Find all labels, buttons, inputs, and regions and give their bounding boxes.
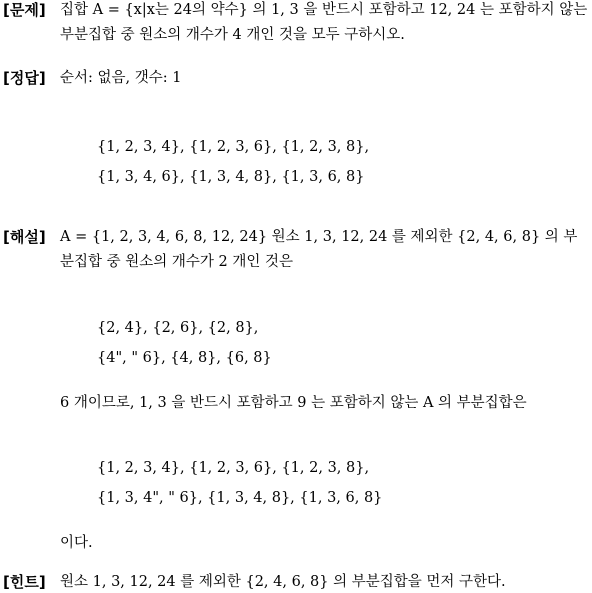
solution-pairs-line-1: {2, 4}, {2, 6}, {2, 8}, (97, 320, 259, 336)
hint-text: 원소 1, 3, 12, 24 를 제외한 {2, 4, 6, 8} 의 부분집합을 먼저 구한다. (60, 574, 506, 590)
solution-sets-line-2: {1, 3, 4", " 6}, {1, 3, 4, 8}, {1, 3, 6, 8} (97, 490, 383, 506)
solution-sets-line-1: {1, 2, 3, 4}, {1, 2, 3, 6}, {1, 2, 3, 8}, (97, 460, 370, 476)
answer-sets-line-1: {1, 2, 3, 4}, {1, 2, 3, 6}, {1, 2, 3, 8}, (97, 139, 370, 155)
answer-tag: [정답] (3, 69, 46, 87)
solution-pairs-line-2: {4", " 6}, {4, 8}, {6, 8} (97, 350, 272, 366)
solution-text-line-3: 6 개이므로, 1, 3 을 반드시 포함하고 9 는 포함하지 않는 A 의 부분집합은 (60, 395, 527, 411)
answer-summary: 순서: 없음, 갯수: 1 (60, 70, 182, 86)
solution-tag: [해설] (3, 228, 46, 246)
solution-text-line-1: A = {1, 2, 3, 4, 6, 8, 12, 24} 원소 1, 3, 12, 24 를 제외한 {2, 4, 6, 8} 의 부 (60, 229, 578, 245)
hint-tag: [힌트] (3, 573, 46, 591)
problem-tag: [문제] (3, 1, 46, 19)
solution-text-line-2: 분집합 중 원소의 개수가 2 개인 것은 (60, 254, 293, 270)
problem-text-line-2: 부분집합 중 원소의 개수가 4 개인 것을 모두 구하시오. (60, 27, 405, 43)
problem-text-line-1: 집합 A = {x|x는 24의 약수} 의 1, 3 을 반드시 포함하고 12, 24 는 포함하지 않는 (60, 2, 588, 18)
answer-sets-line-2: {1, 3, 4, 6}, {1, 3, 4, 8}, {1, 3, 6, 8} (97, 169, 365, 185)
solution-conclusion: 이다. (60, 535, 93, 551)
